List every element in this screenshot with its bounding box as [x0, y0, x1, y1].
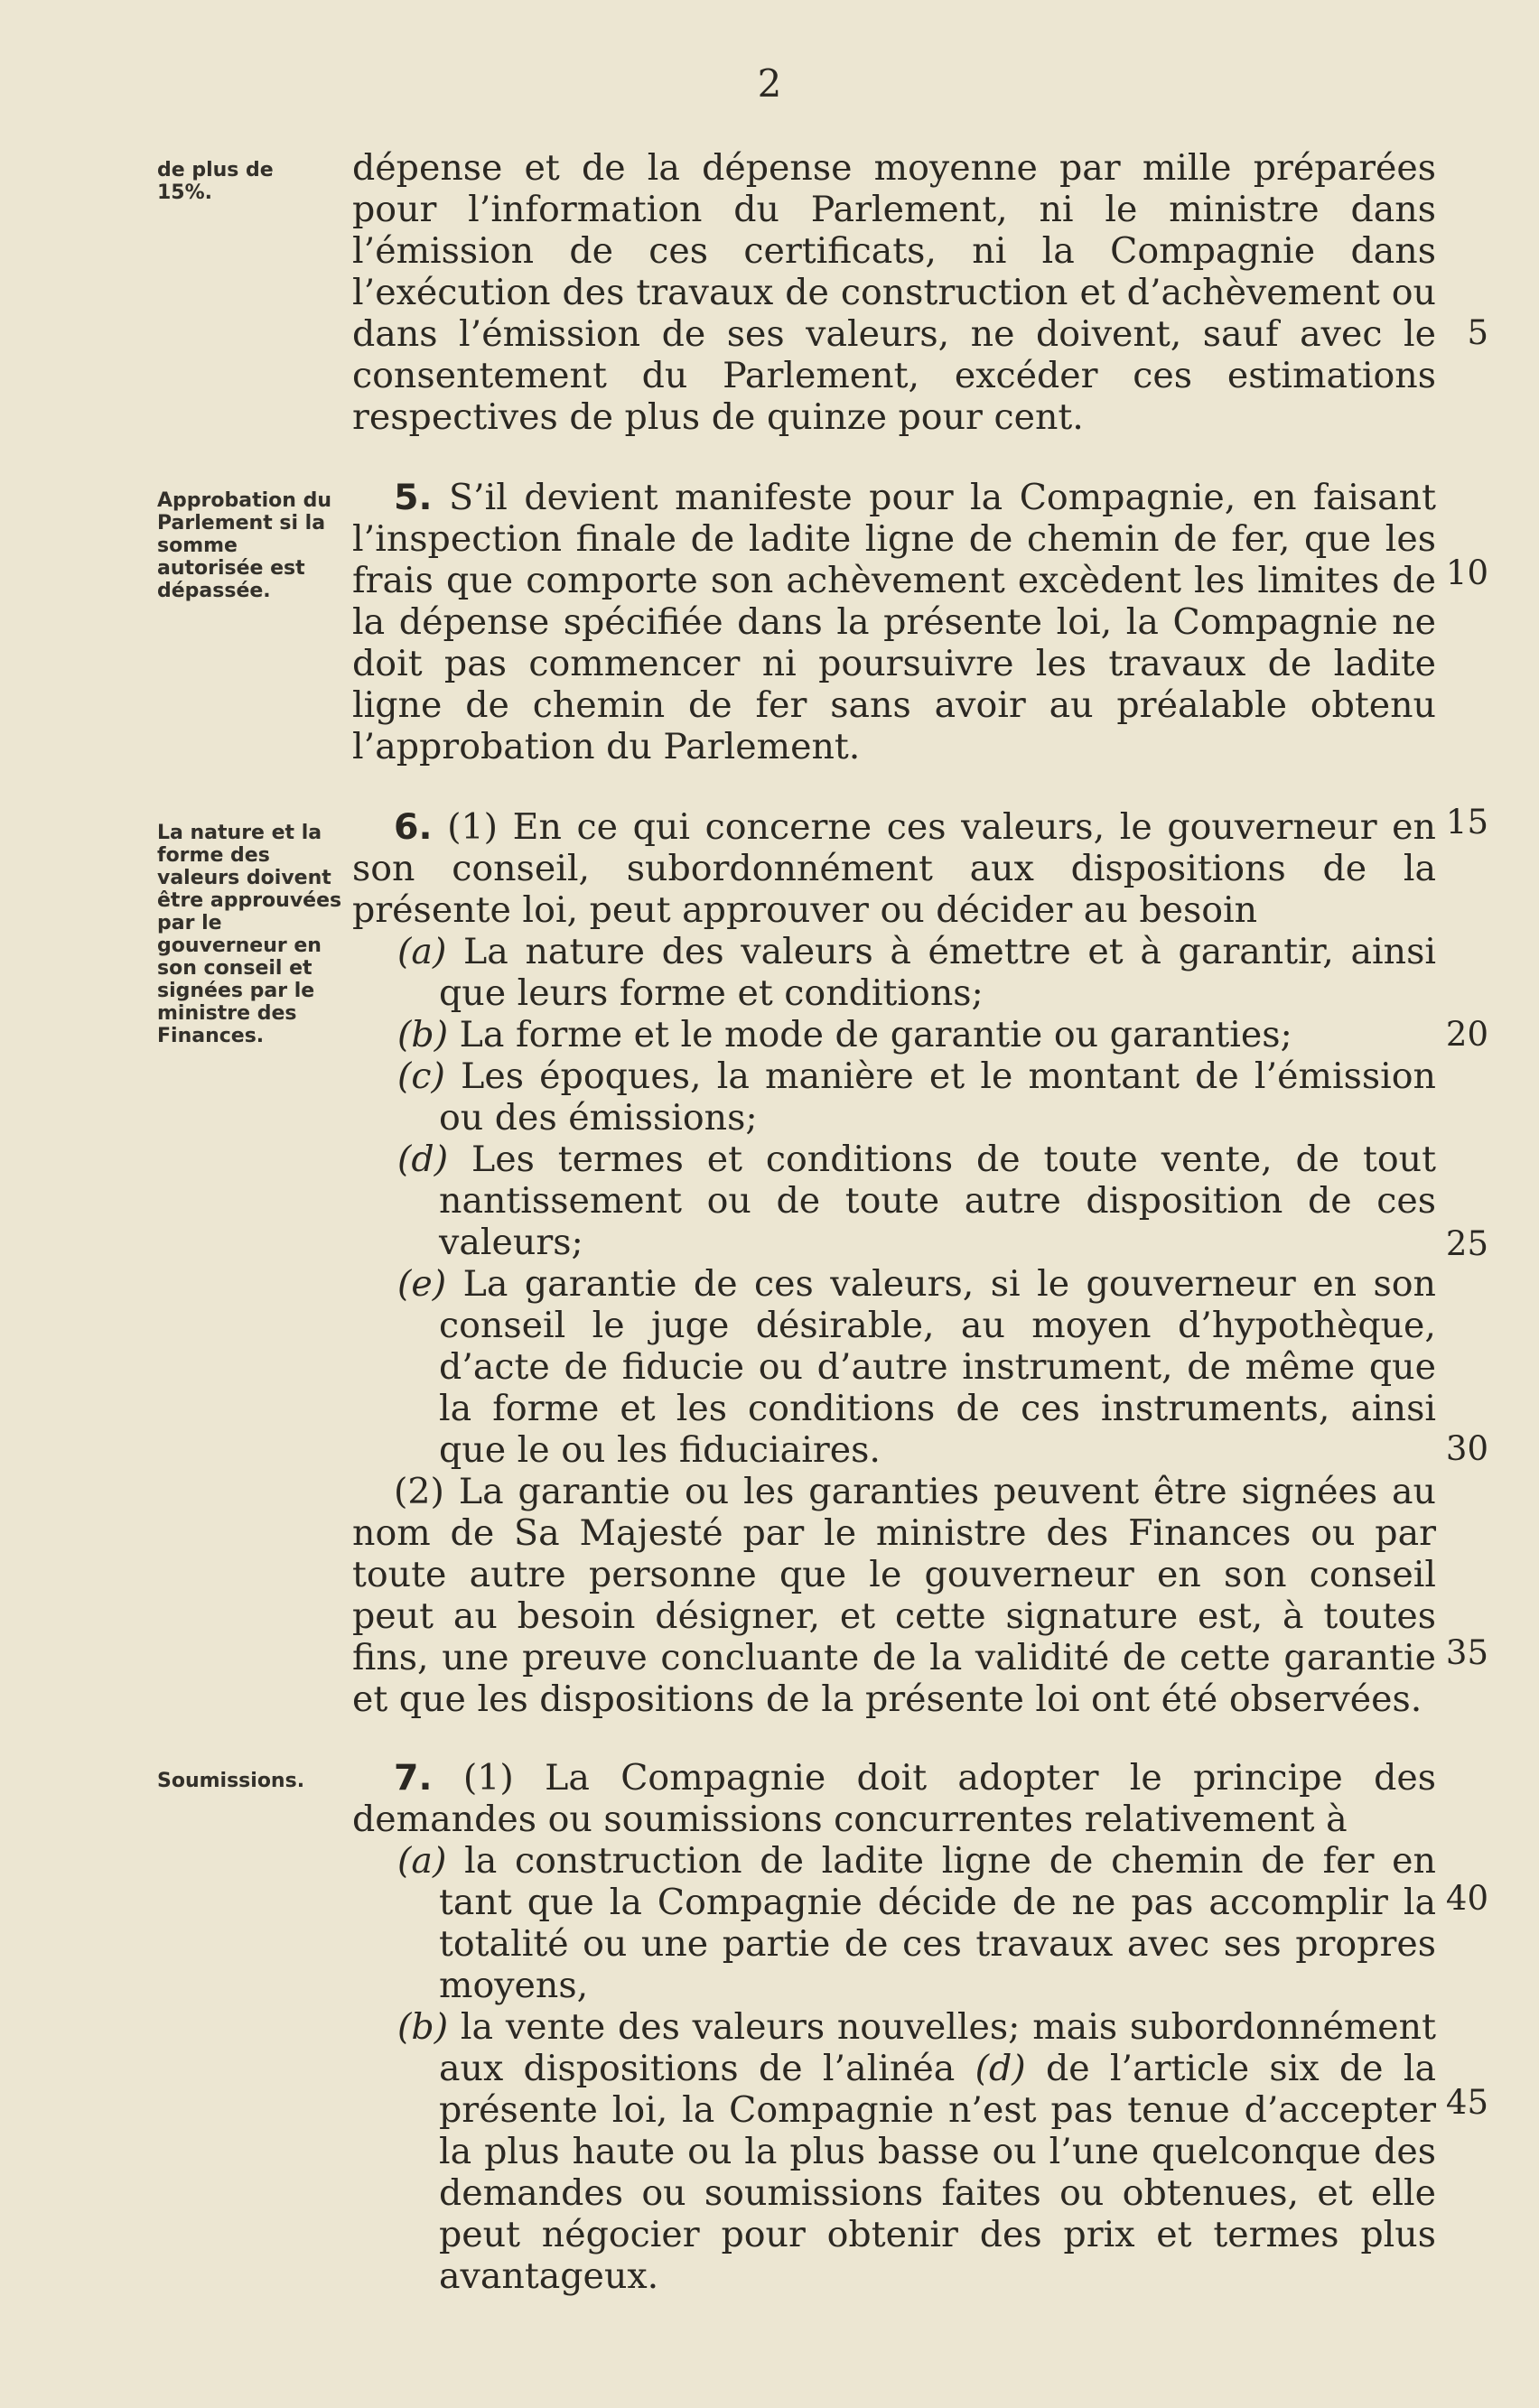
section-6-intro [352, 806, 1436, 931]
section-7-body: (1) La Compagnie doit adopter le principe des demandes ou soumissions concurrentes relativement à [352, 1757, 1437, 1840]
section-5 [352, 477, 1436, 767]
section-5-number: 5. [394, 477, 433, 518]
section-7-intro [352, 1757, 1436, 1840]
section-5-text [352, 477, 1436, 767]
line-number-15: 15 [1445, 803, 1488, 841]
item-letter: (c) [397, 1055, 445, 1097]
section-7-item-a [352, 1840, 1436, 2006]
section-5-body: S’il devient manifeste pour la Compagnie, en faisant l’inspection finale de ladite ligne de chemin de fer, que les frais que comporte son achèvement excèdent les limites de la dépense spécifiée dans la présente loi, la Compagnie ne doit pas commencer ni poursuivre les travaux de ladite ligne de chemin de fer sans avoir au préalable obtenu l’approbation du Parlement. [352, 477, 1436, 767]
line-number-5: 5 [1467, 313, 1488, 352]
item-letter: (e) [397, 1263, 447, 1305]
line-number-20: 20 [1445, 1015, 1488, 1054]
section-6-item-c [352, 1055, 1436, 1139]
margin-note-percent: de plus de 15%. [157, 159, 274, 204]
item-letter: (a) [397, 1840, 447, 1882]
item-letter: (a) [397, 931, 447, 972]
section-6 [352, 806, 1436, 1720]
intro-text: dépense et de la dépense moyenne par mille préparées pour l’information du Parlement, ni le ministre dans l’émission de ces certificats, ni la Compagnie dans l’exécution des travaux de construction et d’achèvement ou dans l’émission de ses valeurs, ne doivent, sauf avec le consentement du Parlement, excéder ces estimations respectives de plus de quinze pour cent. [352, 147, 1436, 438]
item-text: La forme et le mode de garantie ou garanties; [459, 1014, 1292, 1055]
item-text: la construction de ladite ligne de chemin de fer en tant que la Compagnie décide de ne pas accomplir la totalité ou une partie de ces travaux avec ses propres moyens, [439, 1840, 1436, 2006]
item-letter: (b) [397, 1014, 449, 1055]
section-6-item-a [352, 931, 1436, 1014]
intro-paragraph [352, 147, 1436, 438]
item-reference: (d) [975, 2048, 1026, 2089]
item-text: la vente des valeurs nouvelles; mais subordonnément aux dispositions de l’alinéa [439, 2006, 1436, 2089]
item-text: La garantie de ces valeurs, si le gouverneur en son conseil le juge désirable, au moyen d’hypothèque, d’acte de fiducie ou d’autre instrument, de même que la forme et les conditions de ces instruments, ainsi que le ou les fiduciaires. [439, 1263, 1436, 1471]
section-6-item-e [352, 1263, 1436, 1471]
item-text: La nature des valeurs à émettre et à garantir, ainsi que leurs forme et conditions; [439, 931, 1437, 1014]
item-letter: (b) [397, 2006, 449, 2048]
margin-note-tenders: Soumissions. [157, 1770, 305, 1792]
section-7-number: 7. [394, 1757, 433, 1799]
item-letter: (d) [397, 1139, 449, 1180]
section-7-item-b [352, 2006, 1436, 2297]
line-number-40: 40 [1445, 1879, 1488, 1918]
line-number-35: 35 [1445, 1633, 1488, 1672]
line-number-45: 45 [1445, 2083, 1488, 2122]
line-number-25: 25 [1445, 1224, 1488, 1263]
item-text: de l’article six de la présente loi, la Compagnie n’est pas tenue d’accepter la plus haute ou la plus basse ou l’une quelconque des demandes ou soumissions faites ou obtenues, et elle peut négocier pour obtenir des prix et termes plus avantageux. [439, 2048, 1436, 2297]
section-6-item-b [352, 1014, 1436, 1055]
section-6-subsection-2: (2) La garantie ou les garanties peuvent être signées au nom de Sa Majesté par le ministre des Finances ou par toute autre personne que le gouverneur en son conseil peut au besoin désigner, et cette signature est, à toutes fins, une preuve concluante de la validité de cette garantie et que les dispositions de la présente loi ont été observées. [352, 1471, 1436, 1720]
line-number-10: 10 [1445, 553, 1488, 592]
section-7 [352, 1757, 1436, 2297]
section-6-body: (1) En ce qui concerne ces valeurs, le gouverneur en son conseil, subordonnément aux dispositions de la présente loi, peut approuver ou décider au besoin [352, 806, 1436, 931]
item-text: Les époques, la manière et le montant de l’émission ou des émissions; [439, 1055, 1436, 1139]
page-number: 2 [757, 61, 782, 106]
margin-note-securities: La nature et la forme des valeurs doivent être approuvées par le gouverneur en son conseil et signées par le ministre des Finances. [157, 822, 342, 1047]
line-number-30: 30 [1445, 1429, 1488, 1468]
section-6-number: 6. [394, 806, 433, 848]
section-6-item-d [352, 1139, 1436, 1263]
margin-note-approval: Approbation du Parlement si la somme autorisée est dépassée. [157, 489, 331, 602]
item-text: Les termes et conditions de toute vente, de tout nantissement ou de toute autre disposition de ces valeurs; [439, 1139, 1436, 1263]
